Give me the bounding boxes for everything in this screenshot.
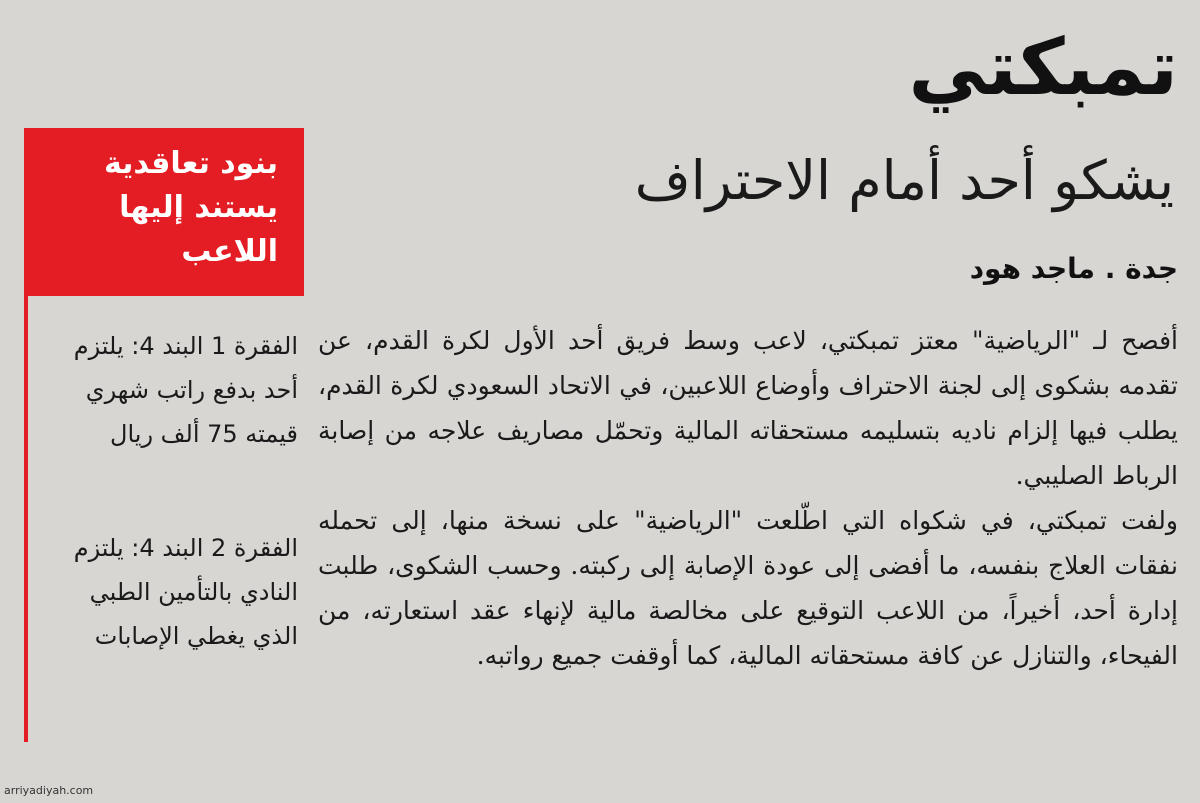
clause-item: الفقرة 2 البند 4: يلتزم النادي بالتأمين الطبي الذي يغطي الإصابات: [73, 534, 298, 650]
headline: تمبكتي: [908, 23, 1178, 113]
article-paragraph: أفصح لـ "الرياضية" معتز تمبكتي، لاعب وسط فريق أحد الأول لكرة القدم، عن تقدمه بشكوى إلى لجنة الاحتراف وأوضاع اللاعبين، في الاتحاد السعودي لكرة القدم، يطلب فيها إلزام ناديه بتسليمه مستحقاته المالية وتحمّل مصاريف علاجه من إصابة الرباط الصليبي.: [318, 326, 1178, 490]
source-watermark: arriyadiyah.com: [4, 784, 94, 797]
article-body: [318, 318, 1178, 678]
clause-item: الفقرة 1 البند 4: يلتزم أحد بدفع راتب شهري قيمته 75 ألف ريال: [73, 332, 298, 448]
subheadline: يشكو أحد أمام الاحتراف: [634, 149, 1174, 212]
sidebar-title: بنود تعاقدية يستند إليها اللاعب: [24, 128, 304, 296]
article-paragraph: ولفت تمبكتي، في شكواه التي اطّلعت "الرياضية" على نسخة منها، إلى تحمله نفقات العلاج بنفسه، ما أفضى إلى عودة الإصابة إلى ركبته. وحسب الشكوى، طلبت إدارة أحد، أخيراً، من اللاعب التوقيع على مخالصة مالية لإنهاء عقد استعارته، من الفيحاء، والتنازل عن كافة مستحقاته المالية، كما أوقفت جميع رواتبه.: [318, 506, 1178, 670]
contract-clauses-sidebar: [24, 128, 304, 742]
byline: جدة . ماجد هود: [969, 252, 1178, 285]
